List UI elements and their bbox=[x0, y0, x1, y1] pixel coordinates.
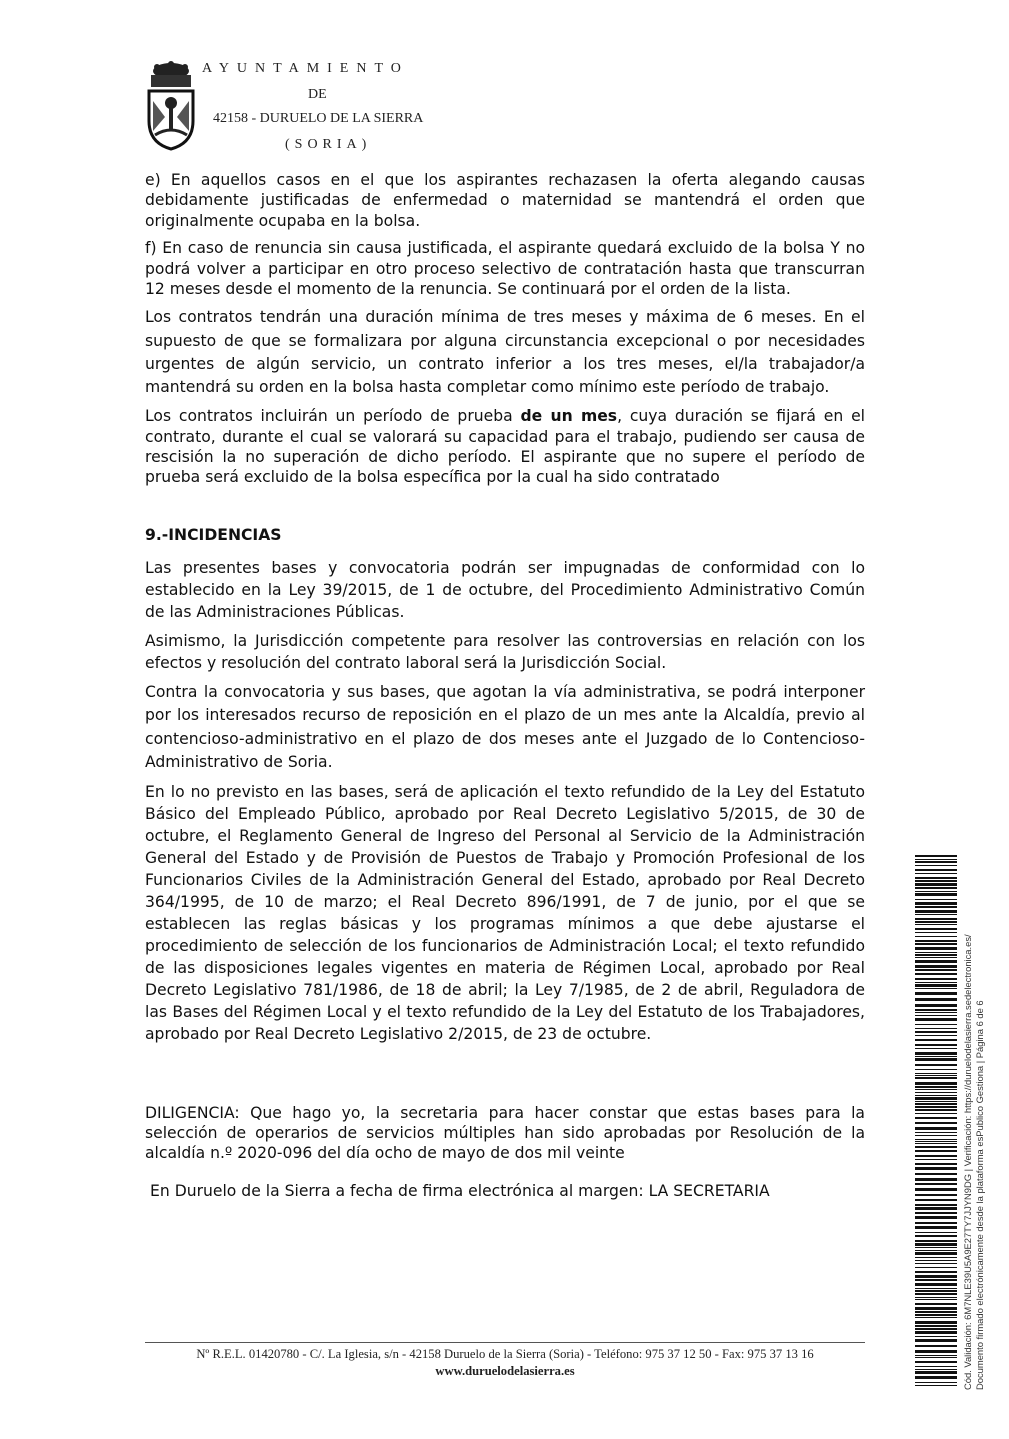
barcode-bar bbox=[915, 1257, 957, 1258]
barcode-bar bbox=[915, 969, 957, 971]
barcode-bar bbox=[915, 1135, 957, 1136]
barcode-bar bbox=[915, 1382, 957, 1383]
barcode-bar bbox=[915, 1328, 957, 1330]
barcode-bar bbox=[915, 1143, 957, 1144]
barcode-bar bbox=[915, 1345, 957, 1347]
barcode-bar bbox=[915, 1199, 957, 1201]
barcode-bar bbox=[915, 1222, 957, 1224]
barcode-bar bbox=[915, 1077, 957, 1079]
barcode-bar bbox=[915, 1103, 957, 1105]
barcode-bar bbox=[915, 891, 957, 892]
trial-text-bold: de un mes bbox=[520, 407, 618, 426]
barcode-bar bbox=[915, 1183, 957, 1185]
barcode-bar bbox=[915, 1163, 957, 1165]
barcode-bar bbox=[915, 1252, 957, 1255]
barcode-bar bbox=[915, 1331, 957, 1334]
trial-text-b: , cuya duración se fijará en el contrato, durante el cual se valorará su capacidad para el trabajo, pudiendo ser causa de rescisión la no superación de dicho período. El aspirante que no supere el período de prueba será excluido de la bolsa específica por la cual ha sido contratado bbox=[145, 407, 865, 487]
barcode-bar bbox=[915, 1207, 957, 1210]
barcode-bar bbox=[915, 1303, 957, 1305]
barcode-bar bbox=[915, 1064, 957, 1066]
barcode-bar bbox=[915, 1271, 957, 1273]
barcode-bar bbox=[915, 1250, 957, 1251]
barcode-bar bbox=[915, 859, 957, 860]
barcode-bar bbox=[915, 984, 957, 987]
barcode-bar bbox=[915, 1307, 957, 1310]
barcode-bar bbox=[915, 1109, 957, 1111]
barcode-bar bbox=[915, 921, 957, 923]
barcode-bar bbox=[915, 1299, 957, 1300]
barcode-bar bbox=[915, 1012, 957, 1013]
barcode-bar bbox=[915, 1311, 957, 1313]
barcode-bar bbox=[915, 861, 957, 863]
footer-address: Nº R.E.L. 01420780 - C/. La Iglesia, s/n - 42158 Duruelo de la Sierra (Soria) - Teléfono: 975 37 12 50 - Fax: 975 37 13 16 bbox=[196, 1347, 814, 1361]
barcode-bar bbox=[915, 1101, 957, 1102]
barcode-bar bbox=[915, 943, 957, 945]
barcode-bar bbox=[915, 1235, 957, 1237]
barcode-bar bbox=[915, 1039, 957, 1041]
letterhead-line-1: AYUNTAMIENTO bbox=[202, 61, 409, 76]
barcode-bar bbox=[915, 1095, 957, 1096]
paragraph-e: e) En aquellos casos en el que los aspirantes rechazasen la oferta alegando causas debidamente justificadas de enfermedad o maternidad se mantendrá el orden que originalmente ocupaba en la bolsa. bbox=[145, 171, 865, 230]
barcode-bar bbox=[915, 1092, 957, 1093]
barcode-bar bbox=[915, 1247, 957, 1248]
letterhead-line-4: (SORIA) bbox=[285, 137, 372, 152]
barcode-bar bbox=[915, 1056, 957, 1057]
barcode-bar bbox=[915, 1385, 957, 1386]
barcode-bar bbox=[915, 910, 957, 913]
document-body bbox=[145, 170, 865, 1209]
barcode-bar bbox=[915, 954, 957, 956]
barcode-bar bbox=[915, 902, 957, 905]
barcode-bar bbox=[915, 1073, 957, 1074]
barcode-bar bbox=[915, 973, 957, 975]
barcode-bar bbox=[915, 1048, 957, 1049]
barcode-bar bbox=[915, 932, 957, 933]
barcode-bar bbox=[915, 982, 957, 983]
barcode-bar bbox=[915, 940, 957, 942]
barcode-bar bbox=[915, 865, 957, 866]
barcode-bar bbox=[915, 1082, 957, 1085]
coat-of-arms-icon bbox=[145, 61, 197, 151]
barcode-bar bbox=[915, 1031, 957, 1033]
barcode-bar bbox=[915, 1167, 957, 1170]
validation-text bbox=[962, 855, 985, 1390]
paragraph-trial-period bbox=[145, 406, 865, 488]
barcode-bar bbox=[915, 1263, 957, 1264]
paragraph-incidencias-4: En lo no previsto en las bases, será de aplicación el texto refundido de la Ley del Estatuto Básico del Empleado Público, aprobado por Real Decreto Legislativo 5/2015, de 30 de octubre, el Reglamento General de Ingreso del Personal al Servicio de la Administración General del Estado y de Provisión de Puestos de Trabajo y Promoción Profesional de los Funcionarios Civiles de la Administración General del Estado, aprobado por Real Decreto 364/1995, de 10 de marzo; el Real Decreto 896/1991, de 7 de junio, por el que se establecen las reglas básicas y los programas mínimos a que debe ajustarse el procedimiento de selección de los funcionarios de Administración Local; el texto refundido de las disposiciones legales vigentes en materia de Régimen Local, aprobado por Real Decreto Legislativo 781/1986, de 18 de abril; la Ley 7/1985, de 2 de abril, Reguladora de las Bases del Régimen Local y el texto refundido de la Ley del Estatuto de los Trabajadores, aprobado por Real Decreto Legislativo 2/2015, de 23 de octubre. bbox=[145, 783, 865, 1044]
barcode-bar bbox=[915, 1288, 957, 1289]
barcode-bar bbox=[915, 1178, 957, 1181]
validation-code-line: Cód. Validación: 6M7NLE39U5A9E27TY7JJYN9DG | Verificación: https://duruelodelasierra.sedelectronica.es/ bbox=[962, 934, 973, 1390]
signature-platform-line: Documento firmado electrónicamente desde la plataforma esPublico Gestiona | Página 6 de 6 bbox=[973, 1000, 985, 1390]
barcode-bar bbox=[915, 873, 957, 874]
barcode-bar bbox=[915, 1212, 957, 1214]
barcode-bar bbox=[915, 1106, 957, 1108]
letterhead-line-3: 42158 - DURUELO DE LA SIERRA bbox=[213, 111, 424, 126]
barcode-bar bbox=[915, 1350, 957, 1353]
barcode-bar bbox=[915, 1283, 957, 1286]
barcode-icon bbox=[915, 855, 957, 1390]
barcode-bar bbox=[915, 1275, 957, 1278]
barcode-bar bbox=[915, 1052, 957, 1055]
footer-divider bbox=[145, 1342, 865, 1343]
barcode-bar bbox=[915, 936, 957, 937]
barcode-bar bbox=[915, 1366, 957, 1367]
barcode-bar bbox=[915, 1173, 957, 1175]
barcode-bar bbox=[915, 1369, 957, 1370]
letterhead-line-2: DE bbox=[308, 87, 327, 102]
barcode-bar bbox=[915, 869, 957, 871]
barcode-bar bbox=[915, 1243, 957, 1246]
barcode-bar bbox=[915, 1035, 957, 1036]
barcode-bar bbox=[915, 1058, 957, 1061]
barcode-bar bbox=[915, 1376, 957, 1379]
barcode-bar bbox=[915, 1132, 957, 1133]
barcode-bar bbox=[915, 1232, 957, 1233]
barcode-bar bbox=[915, 1069, 957, 1070]
barcode-bar bbox=[915, 1122, 957, 1124]
barcode-bar bbox=[915, 899, 957, 900]
barcode-bar bbox=[915, 988, 957, 989]
barcode-bar bbox=[915, 914, 957, 915]
barcode-bar bbox=[915, 1317, 957, 1318]
barcode-bar bbox=[915, 877, 957, 879]
barcode-bar bbox=[915, 887, 957, 889]
barcode-bar bbox=[915, 1325, 957, 1327]
barcode-bar bbox=[915, 1127, 957, 1130]
barcode-bar bbox=[915, 1216, 957, 1219]
barcode-bar bbox=[915, 947, 957, 950]
barcode-bar bbox=[915, 1155, 957, 1157]
barcode-bar bbox=[915, 1290, 957, 1292]
barcode-bar bbox=[915, 1336, 957, 1337]
barcode-bar bbox=[915, 1028, 957, 1029]
barcode-bar bbox=[915, 1293, 957, 1295]
barcode-bar bbox=[915, 960, 957, 963]
barcode-bar bbox=[915, 1018, 957, 1021]
barcode-bar bbox=[915, 998, 957, 1001]
barcode-bar bbox=[915, 1009, 957, 1011]
paragraph-incidencias-1: Las presentes bases y convocatoria podrán ser impugnadas de conformidad con lo establecido en la Ley 39/2015, de 1 de octubre, del Procedimiento Administrativo Común de las Administraciones Públicas. bbox=[145, 559, 865, 622]
barcode-bar bbox=[915, 1117, 957, 1119]
barcode-bar bbox=[915, 957, 957, 958]
barcode-bar bbox=[915, 965, 957, 968]
barcode-bar bbox=[915, 1371, 957, 1374]
barcode-bar bbox=[915, 978, 957, 980]
barcode-bar bbox=[915, 952, 957, 953]
barcode-bar bbox=[915, 1355, 957, 1356]
barcode-bar bbox=[915, 1357, 957, 1358]
barcode-bar bbox=[915, 883, 957, 886]
barcode-bar bbox=[915, 880, 957, 882]
barcode-bar bbox=[915, 906, 957, 908]
barcode-bar bbox=[915, 1297, 957, 1298]
barcode-bar bbox=[915, 1314, 957, 1316]
barcode-bar bbox=[915, 1004, 957, 1007]
footer-website: www.duruelodelasierra.es bbox=[435, 1364, 575, 1378]
barcode-bar bbox=[915, 1075, 957, 1076]
section-title: 9.-INCIDENCIAS bbox=[145, 525, 282, 544]
letterhead bbox=[140, 55, 460, 165]
barcode-bar bbox=[915, 1015, 957, 1016]
barcode-bar bbox=[915, 1141, 957, 1142]
validation-sidebar bbox=[962, 855, 998, 1390]
paragraph-incidencias-3: Contra la convocatoria y sus bases, que agotan la vía administrativa, se podrá interponer por los interesados recurso de reposición en el plazo de un mes ante la Alcaldía, previo al contencioso-administrativo en el plazo de dos meses ante el Juzgado de lo Contencioso-Administrativo de Soria. bbox=[145, 683, 865, 771]
page-footer bbox=[145, 1346, 865, 1380]
barcode-bar bbox=[915, 1226, 957, 1229]
barcode-bar bbox=[915, 1086, 957, 1088]
barcode-bar bbox=[915, 1024, 957, 1025]
barcode-bar bbox=[915, 1267, 957, 1268]
barcode-bar bbox=[915, 893, 957, 896]
barcode-bar bbox=[915, 1361, 957, 1363]
barcode-bar bbox=[915, 1240, 957, 1242]
barcode-bar bbox=[915, 928, 957, 930]
trial-text-a: Los contratos incluirán un período de prueba bbox=[145, 407, 521, 426]
paragraph-contracts-duration: Los contratos tendrán una duración mínima de tres meses y máxima de 6 meses. En el supuesto de que se formalizara por alguna circunstancia excepcional o por necesidades urgentes de algún servicio, un contrato inferior a los tres meses, el/la trabajador/a mantendrá su orden en la bolsa hasta completar como mínimo este período de trabajo. bbox=[145, 308, 865, 397]
barcode-bar bbox=[915, 855, 957, 857]
barcode-bar bbox=[915, 1139, 957, 1140]
barcode-bar bbox=[915, 1204, 957, 1206]
barcode-bar bbox=[915, 1194, 957, 1196]
barcode-bar bbox=[915, 992, 957, 995]
barcode-bar bbox=[915, 918, 957, 920]
paragraph-f: f) En caso de renuncia sin causa justificada, el aspirante quedará excluido de la bolsa Y no podrá volver a participar en otro proceso selectivo de contratación hasta que transcurran 12 meses desde el momento de la renuncia. Se continuará por el orden de la lista. bbox=[145, 239, 865, 299]
barcode-bar bbox=[915, 1188, 957, 1191]
barcode-bar bbox=[915, 1279, 957, 1281]
barcode-bar bbox=[915, 1150, 957, 1152]
barcode-bar bbox=[915, 1113, 957, 1114]
diligencia-paragraph: DILIGENCIA: Que hago yo, la secretaria para hacer constar que estas bases para la selección de operarios de servicios múltiples han sido aprobadas por Resolución de la alcaldía n.º 2020-096 del día ocho de mayo de dos mil veinte bbox=[145, 1104, 865, 1163]
barcode-bar bbox=[915, 1339, 957, 1342]
barcode-bar bbox=[915, 1159, 957, 1160]
barcode-bar bbox=[915, 1097, 957, 1100]
barcode-bar bbox=[915, 1260, 957, 1261]
barcode-bar bbox=[915, 1146, 957, 1148]
barcode-bar bbox=[915, 1044, 957, 1046]
barcode-bar bbox=[915, 924, 957, 925]
barcode-bar bbox=[915, 1321, 957, 1324]
barcode-bar bbox=[915, 1089, 957, 1090]
place-date-line: En Duruelo de la Sierra a fecha de firma electrónica al margen: LA SECRETARIA bbox=[150, 1182, 770, 1201]
paragraph-incidencias-2: Asimismo, la Jurisdicción competente para resolver las controversias en relación con los efectos y resolución del contrato laboral será la Jurisdicción Social. bbox=[145, 632, 865, 673]
